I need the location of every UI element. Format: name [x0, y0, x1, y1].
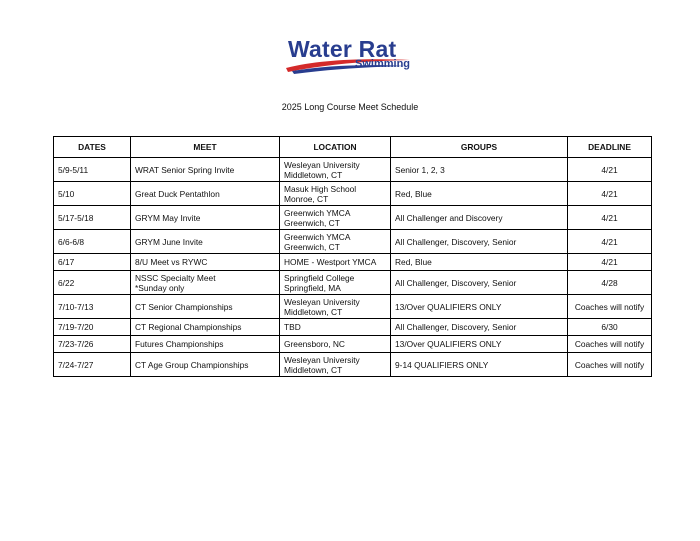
cell-dates: 7/24-7/27	[54, 353, 131, 377]
cell-location-line: Wesleyan University	[284, 354, 360, 365]
table-row	[54, 295, 652, 319]
header-location: LOCATION	[280, 137, 391, 158]
logo-tagline: Swimming	[355, 58, 411, 70]
cell-dates: 6/22	[54, 271, 131, 295]
cell-meet-line: 8/U Meet vs RYWC	[135, 257, 208, 267]
cell-meet	[131, 158, 280, 182]
cell-dates: 5/10	[54, 182, 131, 206]
cell-deadline: Coaches will notify	[568, 295, 652, 319]
cell-dates: 6/6-6/8	[54, 230, 131, 254]
cell-location-line: Middletown, CT	[284, 306, 343, 317]
table-row	[54, 182, 652, 206]
cell-meet	[131, 254, 280, 271]
cell-meet	[131, 353, 280, 377]
table-row	[54, 206, 652, 230]
cell-location	[280, 254, 391, 271]
cell-location-line: Greenwich YMCA	[284, 231, 351, 242]
cell-deadline: 4/28	[568, 271, 652, 295]
cell-location-line: HOME - Westport YMCA	[284, 257, 377, 267]
cell-meet-line: CT Age Group Championships	[135, 359, 249, 370]
page-title: 2025 Long Course Meet Schedule	[281, 102, 419, 112]
table-row	[54, 271, 652, 295]
cell-deadline: 6/30	[568, 319, 652, 336]
cell-deadline: 4/21	[568, 206, 652, 230]
cell-location	[280, 271, 391, 295]
cell-groups: 13/Over QUALIFIERS ONLY	[391, 336, 568, 353]
cell-deadline: 4/21	[568, 254, 652, 271]
cell-groups: Red, Blue	[391, 254, 568, 271]
header-groups: GROUPS	[391, 137, 568, 158]
cell-dates: 6/17	[54, 254, 131, 271]
cell-meet	[131, 271, 280, 295]
cell-dates: 5/17-5/18	[54, 206, 131, 230]
header-deadline: DEADLINE	[568, 137, 652, 158]
cell-meet-line: NSSC Specialty Meet	[135, 272, 216, 283]
table-row	[54, 353, 652, 377]
table-row	[54, 254, 652, 271]
cell-location-line: Greenwich, CT	[284, 217, 340, 228]
table-row	[54, 319, 652, 336]
cell-dates: 5/9-5/11	[54, 158, 131, 182]
cell-location-line: Greenwich YMCA	[284, 207, 351, 218]
cell-dates: 7/23-7/26	[54, 336, 131, 353]
cell-meet	[131, 295, 280, 319]
table-header-row	[54, 137, 652, 158]
cell-location-line: Middletown, CT	[284, 169, 343, 180]
cell-meet-line: Great Duck Pentathlon	[135, 188, 220, 199]
cell-meet-line: WRAT Senior Spring Invite	[135, 164, 235, 175]
cell-location-line: Middletown, CT	[284, 364, 343, 375]
header-dates: DATES	[54, 137, 131, 158]
cell-location	[280, 182, 391, 206]
cell-groups: All Challenger, Discovery, Senior	[391, 230, 568, 254]
cell-location-line: Greensboro, NC	[284, 339, 345, 349]
cell-groups: All Challenger and Discovery	[391, 206, 568, 230]
cell-dates: 7/10-7/13	[54, 295, 131, 319]
cell-meet-line: CT Regional Championships	[135, 322, 242, 332]
water-rat-logo	[278, 30, 418, 76]
cell-location	[280, 230, 391, 254]
cell-meet	[131, 319, 280, 336]
cell-deadline: Coaches will notify	[568, 336, 652, 353]
cell-location-line: Wesleyan University	[284, 296, 360, 307]
cell-location	[280, 319, 391, 336]
cell-location	[280, 336, 391, 353]
cell-location	[280, 353, 391, 377]
cell-location	[280, 206, 391, 230]
cell-meet-line: *Sunday only	[135, 282, 185, 293]
cell-groups: All Challenger, Discovery, Senior	[391, 319, 568, 336]
cell-groups: 9-14 QUALIFIERS ONLY	[391, 353, 568, 377]
cell-location-line: Springfield, MA	[284, 282, 341, 293]
cell-meet-line: Futures Championships	[135, 339, 224, 349]
cell-meet-line: GRYM June Invite	[135, 236, 203, 247]
cell-location-line: Masuk High School	[284, 183, 357, 194]
cell-location-line: Springfield College	[284, 272, 355, 283]
cell-meet	[131, 230, 280, 254]
cell-location-line: Monroe, CT	[284, 193, 329, 204]
header-meet: MEET	[131, 137, 280, 158]
cell-deadline: 4/21	[568, 158, 652, 182]
cell-meet	[131, 182, 280, 206]
cell-groups: 13/Over QUALIFIERS ONLY	[391, 295, 568, 319]
table-row	[54, 336, 652, 353]
cell-deadline: 4/21	[568, 182, 652, 206]
table-row	[54, 158, 652, 182]
cell-groups: Senior 1, 2, 3	[391, 158, 568, 182]
cell-meet	[131, 206, 280, 230]
logo-title: Water Rat	[288, 36, 397, 62]
cell-location	[280, 295, 391, 319]
cell-meet-line: CT Senior Championships	[135, 301, 233, 312]
meet-schedule-table	[53, 136, 652, 377]
cell-location	[280, 158, 391, 182]
cell-deadline: Coaches will notify	[568, 353, 652, 377]
table-row	[54, 230, 652, 254]
cell-location-line: Wesleyan University	[284, 159, 360, 170]
cell-deadline: 4/21	[568, 230, 652, 254]
cell-location-line: TBD	[284, 322, 301, 332]
cell-dates: 7/19-7/20	[54, 319, 131, 336]
cell-groups: All Challenger, Discovery, Senior	[391, 271, 568, 295]
cell-meet-line: GRYM May Invite	[135, 212, 201, 223]
cell-meet	[131, 336, 280, 353]
cell-groups: Red, Blue	[391, 182, 568, 206]
cell-location-line: Greenwich, CT	[284, 241, 340, 252]
